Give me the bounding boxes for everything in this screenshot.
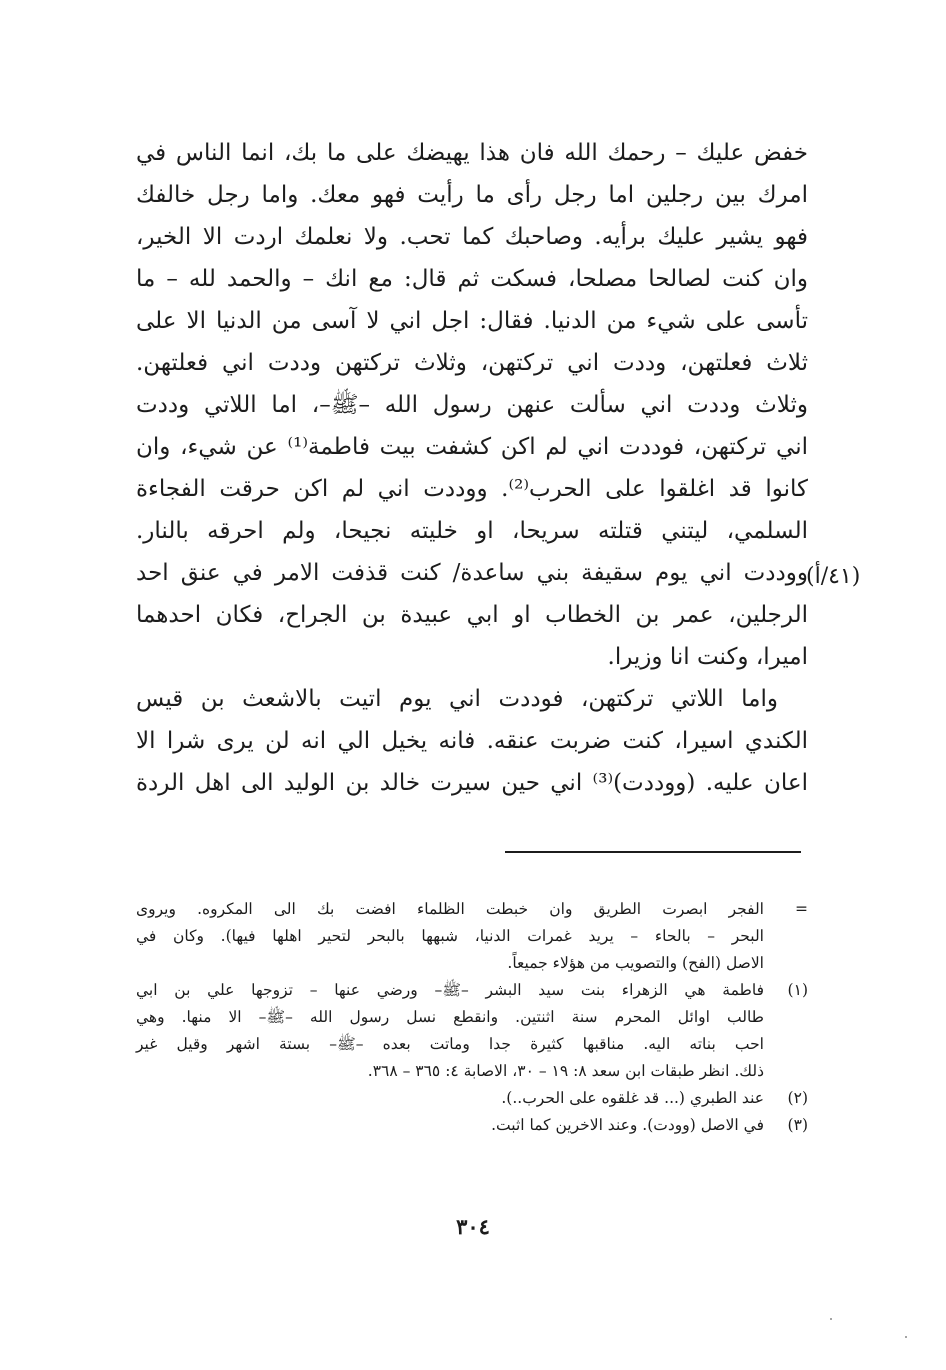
footnote-line: في الاصل (وودت). وعند الاخرين كما اثبت. [491,1116,764,1134]
footnote-line: الفجر ابصرت الطريق وان خبطت الظلماء افضت بك الى المكروه. ويروى [136,900,764,918]
text-line: اني تركتهن، فوددت اني لم اكن كشفت بيت فاطمة⁽¹⁾ عن شيء، وان [136,434,808,460]
text-line: واما اللاتي تركتهن، فوددت اني يوم اتيت بالاشعث بن قيس [136,686,778,712]
text-line: تأسى على شيء من الدنيا. فقال: اجل اني لا آسى من الدنيا الا على [136,308,808,334]
scan-speck [905,1336,907,1338]
footnote-1 [136,977,808,1085]
footnote-marker: (٢) [787,1089,808,1107]
footnote-line: ذلك. انظر طبقات ابن سعد ٨: ١٩ – ٣٠، الاصابة ٤: ٣٦٥ – ٣٦٨. [367,1062,764,1080]
text-line: وثلاث وددت اني سألت عنهن رسول الله –ﷺ–، اما اللاتي وددت [136,392,808,418]
scan-speck [830,1318,832,1320]
text-line: الرجلين، عمر بن الخطاب او ابي عبيدة بن الجراح، فكان احدهما [136,602,808,628]
text-line: خفض عليك – رحمك الله فان هذا يهيضك على ما بك، انما الناس في [136,140,808,166]
footnote-marker: (٣) [787,1116,808,1134]
footnote-marker: = [795,900,808,918]
text-line: ووددت اني يوم سقيفة بني ساعدة/ كنت قذفت الامر في عنق احد [136,560,808,586]
text-line: اميرا، وكنت انا وزيرا. [607,644,808,670]
footnote-line: فاطمة هي الزهراء بنت سيد البشر –ﷺ– ورضي عنها – تزوجها علي بن ابي [136,981,764,999]
text-line: ثلاث فعلتهن، وددت اني تركتهن، وثلاث تركتهن وددت اني فعلتهن. [136,350,808,376]
text-line: وان كنت لصالحا مصلحا، فسكت ثم قال: مع انك – والحمد لله – ما [136,266,808,292]
footnote-line: احب بناته اليه. مناقبها كثيرة جدا وماتت بعده –ﷺ– بستة اشهر وقيل غير [136,1035,764,1053]
text-line: الكندي اسيرا، كنت ضربت عنقه. فانه يخيل الي انه لن يرى شرا الا [136,728,808,754]
footnote-marker: (١) [787,981,808,999]
page-number: ٣٠٤ [456,1214,490,1239]
main-text-block [136,132,808,804]
text-line: اعان عليه. (ووددت)⁽³⁾ اني حين سيرت خالد بن الوليد الى اهل الردة [136,770,808,796]
text-line: فهو يشير عليك برأيه. وصاحبك كما تحب. ولا نعلمك اردت الا الخير، [136,224,808,250]
footnotes-block [136,896,808,1139]
footnote-line: عند الطبري (... قد غلقوه على الحرب..). [501,1089,764,1107]
text-line: كانوا قد اغلقوا على الحرب⁽²⁾. ووددت اني لم اكن حرقت الفجاءة [136,476,808,502]
text-line: السلمي، ليتني قتلته سريحا، او خليته نجيحا، ولم احرقه بالنار. [136,518,808,544]
footnote-continued [136,896,808,977]
footnote-separator [505,851,801,853]
footnote-3 [136,1112,808,1139]
text-line: امرك بين رجلين اما رجل رأى ما رأيت فهو معك. واما رجل خالفك [136,182,808,208]
footnote-line: البحر – بالحاء – يريد غمرات الدنيا، شبهها بالبحر لتحير اهلها فيها). وكان في [136,927,764,945]
footnote-line: طالب اوائل المحرم سنة اثنتين. وانقطع نسل رسول الله –ﷺ– الا منها. وهي [136,1008,764,1026]
manuscript-folio-note: (٤١/أ) [806,564,861,589]
footnote-2 [136,1085,808,1112]
footnote-line: الاصل (الفح) والتصويب من هؤلاء جميعاً. [507,954,764,972]
